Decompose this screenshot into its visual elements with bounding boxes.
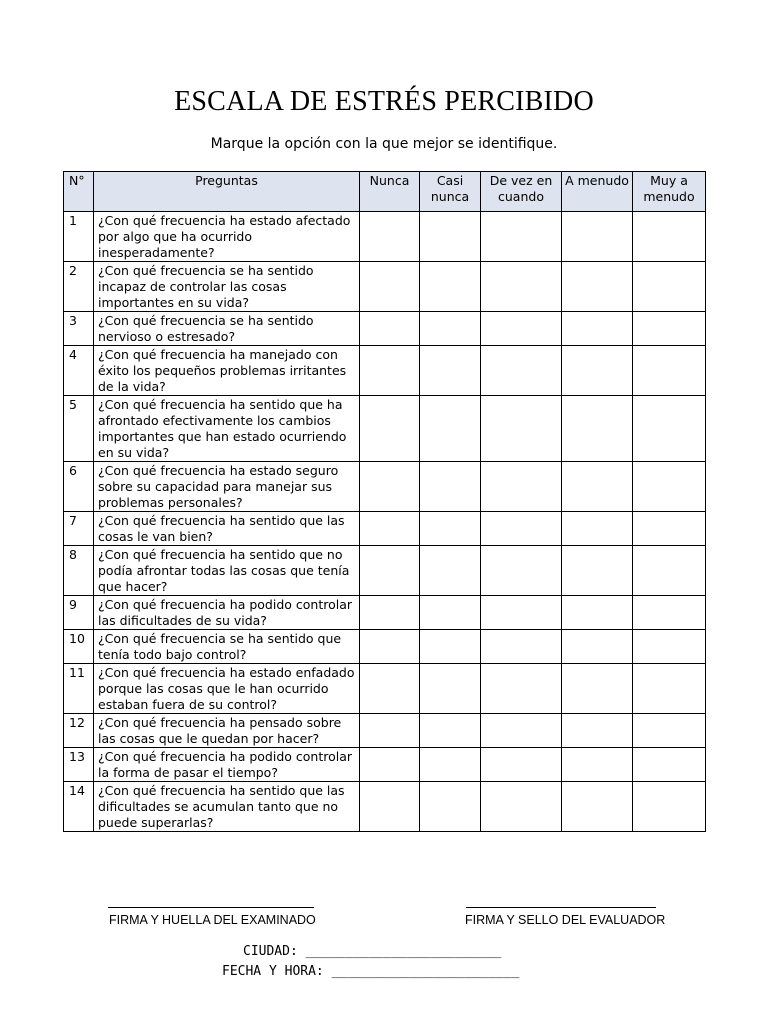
answer-cell-muy-a-menudo[interactable] — [633, 714, 706, 748]
examinee-signature-line — [108, 907, 314, 908]
answer-cell-casi-nunca[interactable] — [420, 396, 481, 462]
answer-cell-nunca[interactable] — [360, 664, 420, 714]
answer-cell-nunca[interactable] — [360, 462, 420, 512]
answer-cell-de-vez-en-cuando[interactable] — [481, 748, 562, 782]
question-text: ¿Con qué frecuencia ha pensado sobre las cosas que le quedan por hacer? — [94, 714, 360, 748]
question-number: 10 — [64, 630, 94, 664]
answer-cell-a-menudo[interactable] — [562, 546, 633, 596]
question-text: ¿Con qué frecuencia ha podido controlar la forma de pasar el tiempo? — [94, 748, 360, 782]
table-row — [64, 748, 706, 782]
question-text: ¿Con qué frecuencia ha sentido que las dificultades se acumulan tanto que no puede superarlas? — [94, 782, 360, 832]
answer-cell-nunca[interactable] — [360, 396, 420, 462]
answer-cell-de-vez-en-cuando[interactable] — [481, 512, 562, 546]
question-text: ¿Con qué frecuencia se ha sentido incapaz de controlar las cosas importantes en su vida? — [94, 262, 360, 312]
header-option-de-vez-en-cuando: De vez en cuando — [481, 172, 562, 212]
answer-cell-casi-nunca[interactable] — [420, 782, 481, 832]
answer-cell-muy-a-menudo[interactable] — [633, 212, 706, 262]
question-text: ¿Con qué frecuencia ha sentido que las cosas le van bien? — [94, 512, 360, 546]
answer-cell-a-menudo[interactable] — [562, 262, 633, 312]
answer-cell-de-vez-en-cuando[interactable] — [481, 664, 562, 714]
answer-cell-muy-a-menudo[interactable] — [633, 546, 706, 596]
answer-cell-nunca[interactable] — [360, 212, 420, 262]
table-header-row — [64, 172, 706, 212]
answer-cell-nunca[interactable] — [360, 782, 420, 832]
answer-cell-a-menudo[interactable] — [562, 212, 633, 262]
answer-cell-muy-a-menudo[interactable] — [633, 346, 706, 396]
table-row — [64, 596, 706, 630]
answer-cell-muy-a-menudo[interactable] — [633, 664, 706, 714]
date-time-field[interactable]: FECHA Y HORA: ________________________ — [222, 964, 520, 979]
question-text: ¿Con qué frecuencia ha estado enfadado porque las cosas que le han ocurrido estaban fuera de su control? — [94, 664, 360, 714]
answer-cell-a-menudo[interactable] — [562, 714, 633, 748]
question-number: 11 — [64, 664, 94, 714]
evaluator-signature-label: FIRMA Y SELLO DEL EVALUADOR — [465, 913, 666, 927]
stress-scale-table — [63, 171, 706, 832]
answer-cell-casi-nunca[interactable] — [420, 346, 481, 396]
header-option-casi-nunca: Casi nunca — [420, 172, 481, 212]
question-number: 13 — [64, 748, 94, 782]
answer-cell-de-vez-en-cuando[interactable] — [481, 782, 562, 832]
question-number: 1 — [64, 212, 94, 262]
answer-cell-casi-nunca[interactable] — [420, 512, 481, 546]
question-number: 12 — [64, 714, 94, 748]
answer-cell-casi-nunca[interactable] — [420, 462, 481, 512]
table-row — [64, 312, 706, 346]
answer-cell-a-menudo[interactable] — [562, 396, 633, 462]
answer-cell-casi-nunca[interactable] — [420, 664, 481, 714]
header-option-a-menudo: A menudo — [562, 172, 633, 212]
answer-cell-muy-a-menudo[interactable] — [633, 312, 706, 346]
answer-cell-a-menudo[interactable] — [562, 462, 633, 512]
answer-cell-nunca[interactable] — [360, 630, 420, 664]
instruction-text: Marque la opción con la que mejor se identifique. — [210, 136, 558, 152]
answer-cell-casi-nunca[interactable] — [420, 630, 481, 664]
answer-cell-de-vez-en-cuando[interactable] — [481, 212, 562, 262]
table-row — [64, 512, 706, 546]
question-text: ¿Con qué frecuencia ha sentido que ha afrontado efectivamente los cambios importantes que han estado ocurriendo en su vida? — [94, 396, 360, 462]
answer-cell-casi-nunca[interactable] — [420, 714, 481, 748]
answer-cell-a-menudo[interactable] — [562, 630, 633, 664]
answer-cell-de-vez-en-cuando[interactable] — [481, 596, 562, 630]
answer-cell-nunca[interactable] — [360, 748, 420, 782]
question-number: 14 — [64, 782, 94, 832]
answer-cell-nunca[interactable] — [360, 546, 420, 596]
answer-cell-nunca[interactable] — [360, 512, 420, 546]
answer-cell-de-vez-en-cuando[interactable] — [481, 630, 562, 664]
answer-cell-de-vez-en-cuando[interactable] — [481, 546, 562, 596]
question-number: 6 — [64, 462, 94, 512]
answer-cell-de-vez-en-cuando[interactable] — [481, 312, 562, 346]
page-title: ESCALA DE ESTRÉS PERCIBIDO — [174, 86, 594, 117]
answer-cell-muy-a-menudo[interactable] — [633, 596, 706, 630]
answer-cell-nunca[interactable] — [360, 346, 420, 396]
question-number: 9 — [64, 596, 94, 630]
answer-cell-de-vez-en-cuando[interactable] — [481, 262, 562, 312]
answer-cell-nunca[interactable] — [360, 312, 420, 346]
evaluator-signature-line — [466, 907, 656, 908]
answer-cell-muy-a-menudo[interactable] — [633, 782, 706, 832]
table-row — [64, 782, 706, 832]
question-text: ¿Con qué frecuencia se ha sentido nervioso o estresado? — [94, 312, 360, 346]
answer-cell-casi-nunca[interactable] — [420, 262, 481, 312]
answer-cell-de-vez-en-cuando[interactable] — [481, 396, 562, 462]
header-question: Preguntas — [94, 172, 360, 212]
answer-cell-casi-nunca[interactable] — [420, 312, 481, 346]
question-number: 7 — [64, 512, 94, 546]
answer-cell-nunca[interactable] — [360, 596, 420, 630]
question-number: 2 — [64, 262, 94, 312]
question-text: ¿Con qué frecuencia ha podido controlar las dificultades de su vida? — [94, 596, 360, 630]
table-row — [64, 462, 706, 512]
table-row — [64, 664, 706, 714]
answer-cell-muy-a-menudo[interactable] — [633, 512, 706, 546]
answer-cell-a-menudo[interactable] — [562, 782, 633, 832]
table-row — [64, 714, 706, 748]
answer-cell-muy-a-menudo[interactable] — [633, 396, 706, 462]
answer-cell-de-vez-en-cuando[interactable] — [481, 462, 562, 512]
answer-cell-a-menudo[interactable] — [562, 596, 633, 630]
answer-cell-a-menudo[interactable] — [562, 748, 633, 782]
answer-cell-a-menudo[interactable] — [562, 664, 633, 714]
answer-cell-nunca[interactable] — [360, 714, 420, 748]
answer-cell-casi-nunca[interactable] — [420, 748, 481, 782]
answer-cell-de-vez-en-cuando[interactable] — [481, 714, 562, 748]
table-row — [64, 630, 706, 664]
question-number: 5 — [64, 396, 94, 462]
answer-cell-casi-nunca[interactable] — [420, 212, 481, 262]
question-number: 3 — [64, 312, 94, 346]
header-option-muy-a-menudo: Muy a menudo — [633, 172, 706, 212]
header-option-nunca: Nunca — [360, 172, 420, 212]
question-number: 8 — [64, 546, 94, 596]
question-text: ¿Con qué frecuencia se ha sentido que tenía todo bajo control? — [94, 630, 360, 664]
answer-cell-de-vez-en-cuando[interactable] — [481, 346, 562, 396]
answer-cell-a-menudo[interactable] — [562, 346, 633, 396]
answer-cell-a-menudo[interactable] — [562, 312, 633, 346]
question-text: ¿Con qué frecuencia ha manejado con éxito los pequeños problemas irritantes de la vida? — [94, 346, 360, 396]
table-row — [64, 396, 706, 462]
examinee-signature-label: FIRMA Y HUELLA DEL EXAMINADO — [109, 913, 316, 927]
table-row — [64, 262, 706, 312]
question-text: ¿Con qué frecuencia ha estado afectado por algo que ha ocurrido inesperadamente? — [94, 212, 360, 262]
answer-cell-nunca[interactable] — [360, 262, 420, 312]
answer-cell-muy-a-menudo[interactable] — [633, 630, 706, 664]
question-text: ¿Con qué frecuencia ha sentido que no podía afrontar todas las cosas que tenía que hacer? — [94, 546, 360, 596]
table-row — [64, 546, 706, 596]
answer-cell-muy-a-menudo[interactable] — [633, 262, 706, 312]
answer-cell-a-menudo[interactable] — [562, 512, 633, 546]
table-row — [64, 346, 706, 396]
header-number: N° — [64, 172, 94, 212]
question-number: 4 — [64, 346, 94, 396]
answer-cell-muy-a-menudo[interactable] — [633, 748, 706, 782]
answer-cell-muy-a-menudo[interactable] — [633, 462, 706, 512]
city-field[interactable]: CIUDAD: _________________________ — [243, 944, 502, 959]
question-text: ¿Con qué frecuencia ha estado seguro sobre su capacidad para manejar sus problemas personales? — [94, 462, 360, 512]
table-row — [64, 212, 706, 262]
answer-cell-casi-nunca[interactable] — [420, 546, 481, 596]
answer-cell-casi-nunca[interactable] — [420, 596, 481, 630]
